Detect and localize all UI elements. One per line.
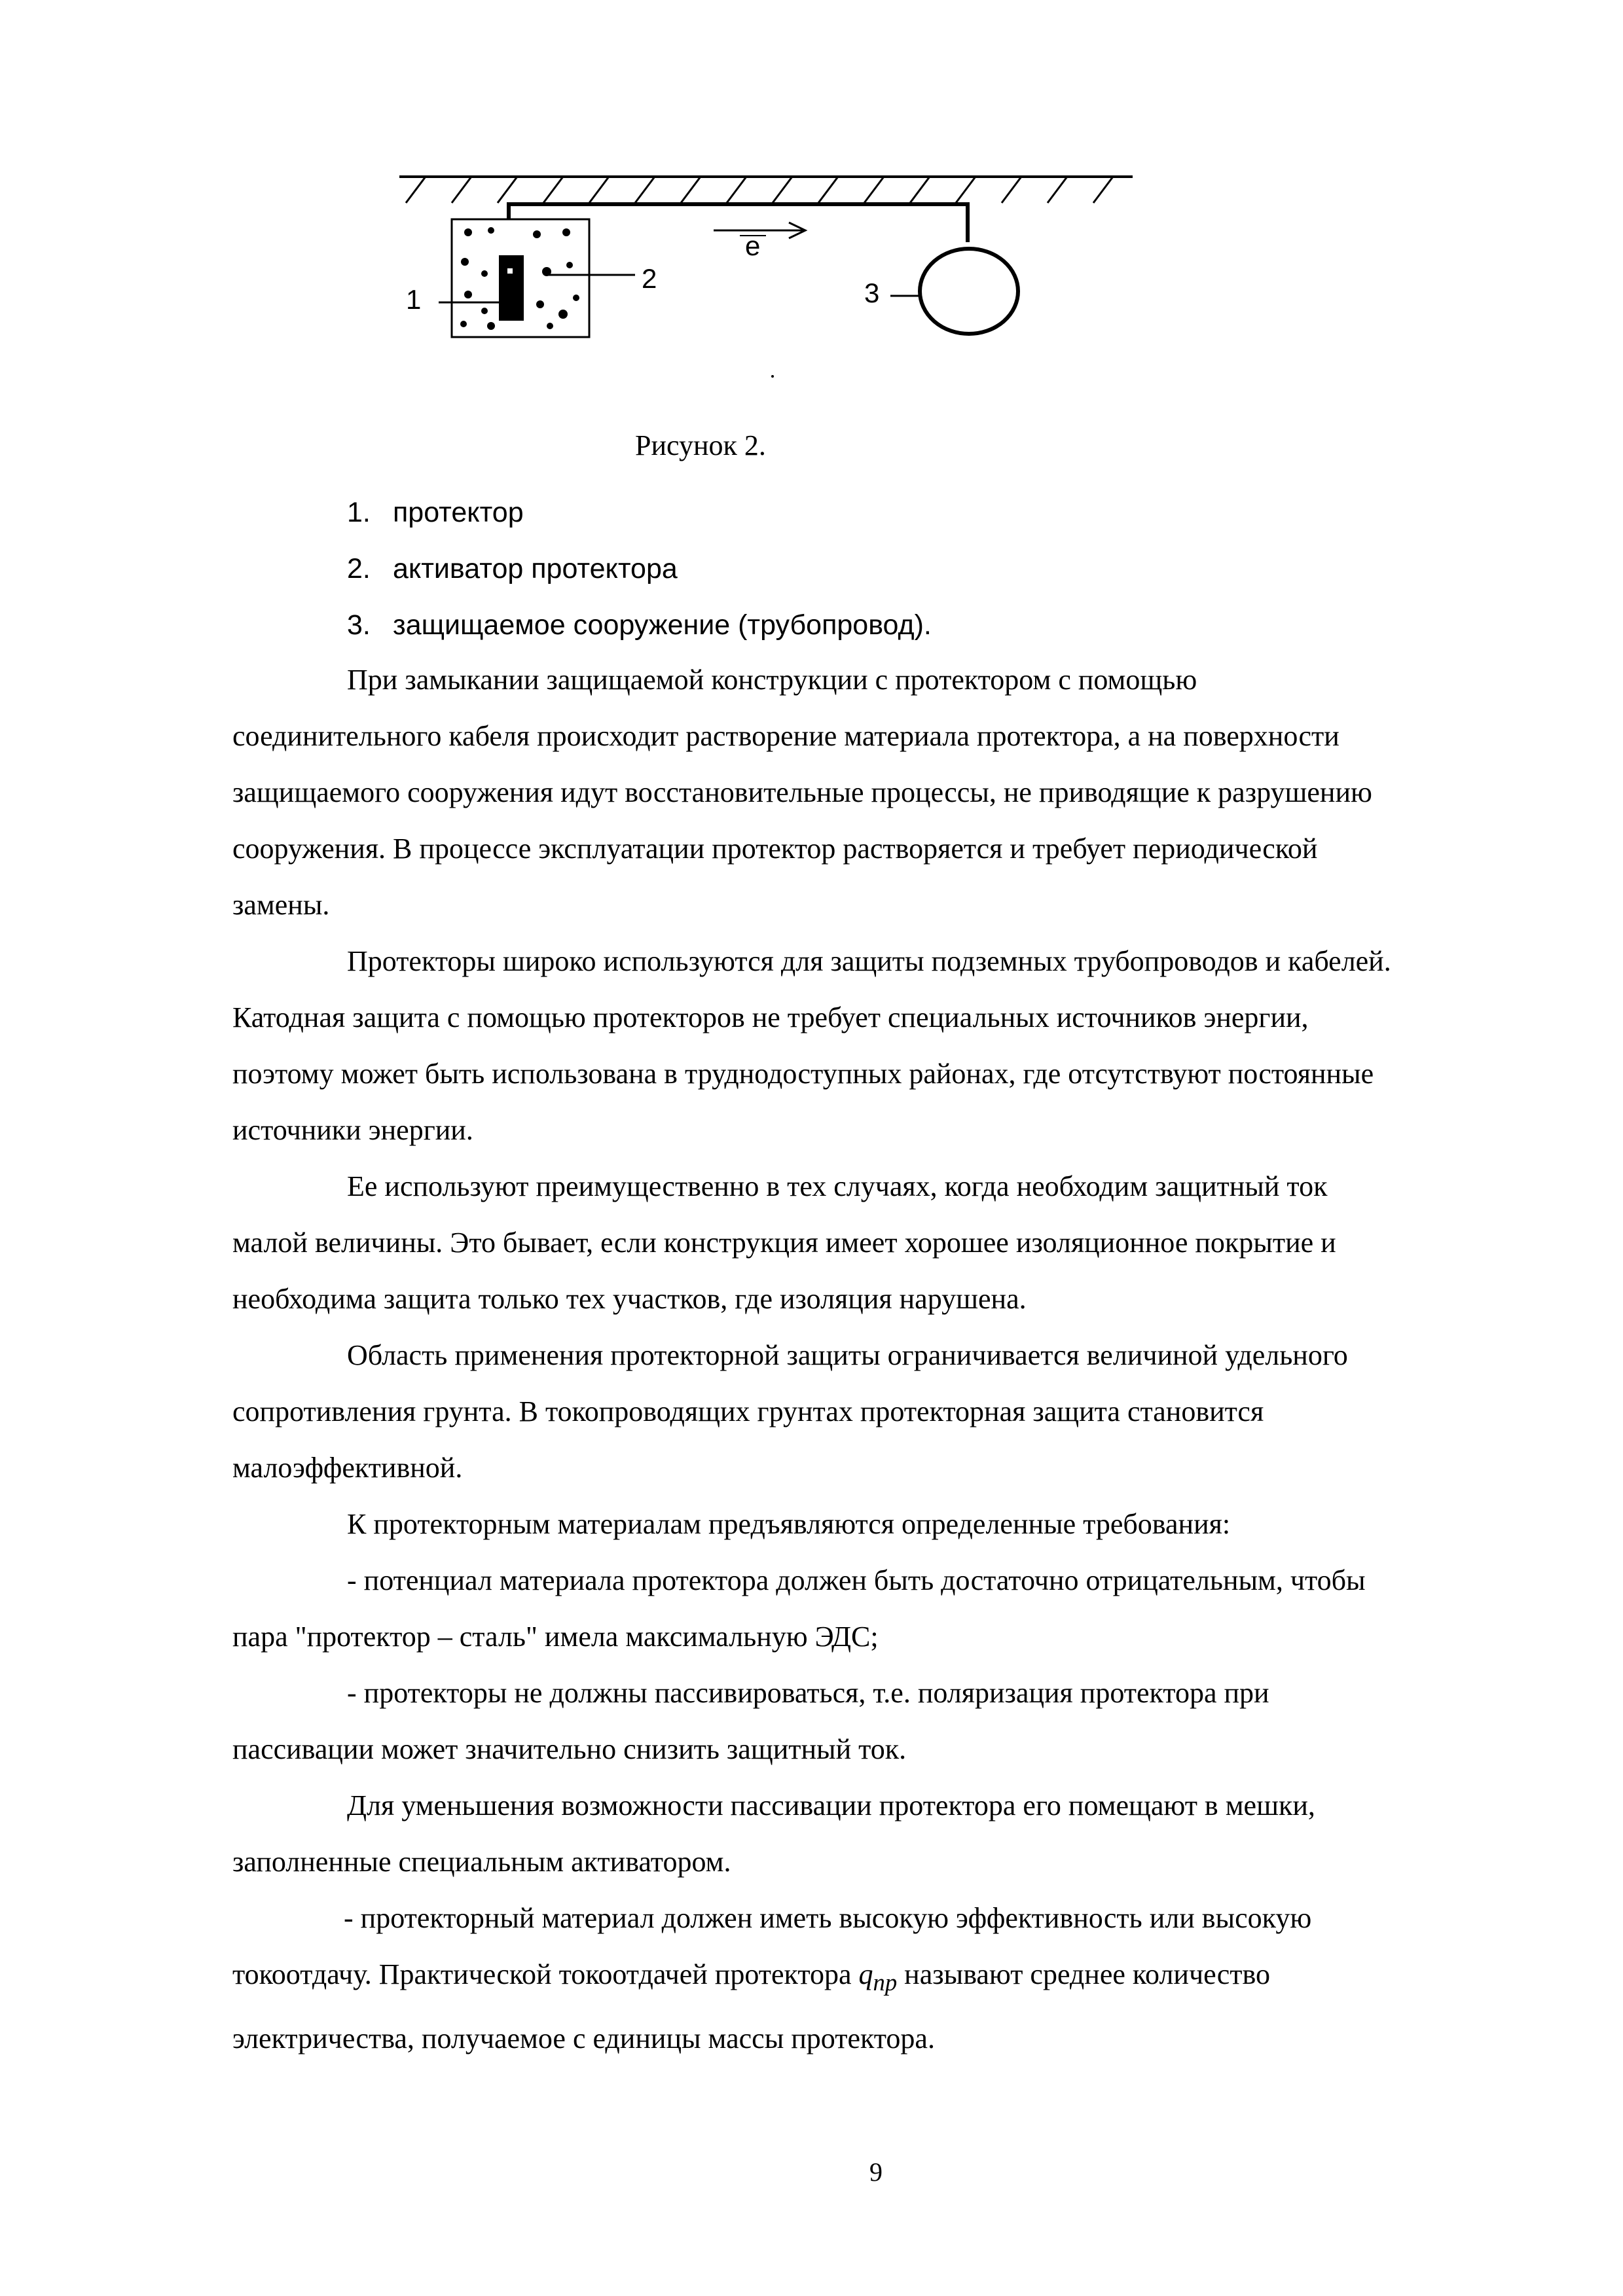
page-number: 9 (869, 2157, 883, 2187)
paragraph-line: токоотдачу. Практической токоотдачей протектора $q_{пр}$ называют среднее количество (232, 1958, 1270, 1996)
paragraph-line: сооружения. В процессе эксплуатации протектор растворяется и требует периодической (232, 833, 1318, 865)
paragraph-line: Ее используют преимущественно в тех случаях, когда необходим защитный ток (347, 1170, 1328, 1202)
paragraph-line: пара "протектор – сталь" имела максимальную ЭДС; (232, 1621, 879, 1653)
paragraph-line: необходима защита только тех участков, где изоляция нарушена. (232, 1283, 1027, 1315)
paragraph-line: Область применения протекторной защиты ограничивается величиной удельного (347, 1339, 1348, 1371)
figure-protector-scheme (386, 157, 1146, 419)
figure-legend (347, 484, 932, 653)
paragraph-line: Для уменьшения возможности пассивации протектора его помещают в мешки, (347, 1789, 1315, 1821)
paragraph-line: Катодная защита с помощью протекторов не требует специальных источников энергии, (232, 1001, 1309, 1033)
paragraph-line: поэтому может быть использована в труднодоступных районах, где отсутствуют постоянные (232, 1058, 1374, 1090)
paragraph-line: сопротивления грунта. В токопроводящих грунтах протекторная защита становится (232, 1395, 1264, 1427)
paragraph-line: Протекторы широко используются для защиты подземных трубопроводов и кабелей. (347, 945, 1391, 977)
label-2: 2 (642, 263, 657, 294)
scheme-diagram (386, 157, 1146, 419)
q-symbol: $q_{пр}$ (858, 1958, 898, 1996)
paragraph-line: соединительного кабеля происходит растворение материала протектора, а на поверхности (232, 720, 1340, 752)
paragraph-line: - протекторы не должны пассивироваться, т.е. поляризация протектора при (347, 1677, 1269, 1709)
paragraph-line: При замыкании защищаемой конструкции с протектором с помощью (347, 664, 1197, 696)
protected-pipe (920, 249, 1018, 334)
paragraph-line: источники энергии. (232, 1114, 473, 1146)
label-3: 3 (864, 278, 880, 308)
paragraph-line: - протекторный материал должен иметь высокую эффективность или высокую (344, 1902, 1312, 1934)
paragraph-line: К протекторным материалам предъявляются определенные требования: (347, 1508, 1231, 1540)
paragraph-line: малоэффективной. (232, 1452, 463, 1484)
paragraph-line: электричества, получаемое с единицы массы протектора. (232, 2022, 935, 2054)
body-text (232, 652, 1542, 2067)
paragraph-line: пассивации может значительно снизить защитный ток. (232, 1733, 907, 1765)
paragraph-line: защищаемого сооружения идут восстановительные процессы, не приводящие к разрушению (232, 776, 1372, 808)
paragraph-line: малой величины. Это бывает, если конструкция имеет хорошее изоляционное покрытие и (232, 1227, 1336, 1259)
legend-item: 1. протектор (347, 497, 524, 528)
paragraph-line: заполненные специальным активатором. (232, 1846, 731, 1878)
electron-label: e (745, 230, 761, 261)
legend-item: 3. защищаемое сооружение (трубопровод). (347, 609, 932, 641)
legend-item: 2. активатор протектора (347, 553, 678, 584)
ground-hatching (406, 177, 1113, 203)
paragraph-line: замены. (232, 889, 330, 921)
protector-electrode (499, 255, 524, 321)
label-1: 1 (406, 284, 422, 315)
paragraph-line: - потенциал материала протектора должен быть достаточно отрицательным, чтобы (347, 1564, 1366, 1596)
figure-caption: Рисунок 2. (635, 429, 766, 461)
